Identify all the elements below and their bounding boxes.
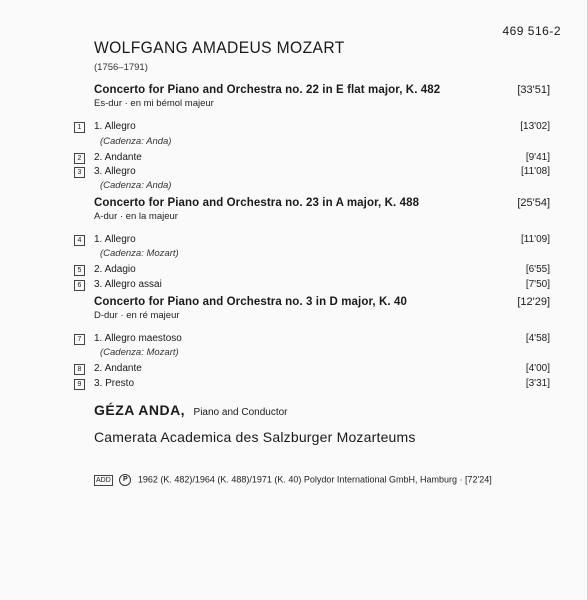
work-key-translation: A-dur · en la majeur [94,211,178,222]
track-duration: [4'58] [525,333,550,344]
track-title: 1. Allegro maestoso [94,333,182,344]
performer-role: Piano and Conductor [193,407,288,418]
track-duration: [9'41] [525,152,550,163]
work-1 [94,84,550,109]
track-cadenza: (Cadenza: Anda) [100,136,172,147]
track-cadenza: (Cadenza: Anda) [100,180,172,191]
catalog-number: 469 516-2 [502,24,561,38]
composer-dates: (1756–1791) [94,62,148,73]
add-code-badge: ADD [96,476,111,484]
track-number-box: 6 [74,280,85,291]
track-duration: [7'50] [525,279,550,290]
ensemble-name: Camerata Academica des Salzburger Mozarteums [94,429,416,445]
work-3 [94,296,550,321]
track-duration: [11'08] [521,166,550,177]
track-title: 1. Allegro [94,121,136,132]
track-duration: [11'09] [521,234,550,245]
track-title: 1. Allegro [94,234,136,245]
work-key-translation: D-dur · en ré majeur [94,310,180,321]
work-title: Concerto for Piano and Orchestra no. 22 in E flat major, K. 482 [94,84,441,96]
track-title: 3. Presto [94,378,135,389]
track-duration: [6'55] [525,264,550,275]
track-duration: [3'31] [525,378,550,389]
performer-name: GÉZA ANDA, [94,402,186,418]
track-title: 2. Andante [94,152,142,163]
phonogram-copyright-icon: P [119,474,131,486]
track-cadenza: (Cadenza: Mozart) [100,248,179,259]
work-title: Concerto for Piano and Orchestra no. 3 in D major, K. 40 [94,296,407,308]
work-duration: [12'29] [517,296,550,308]
track-title: 3. Allegro assai [94,279,162,290]
track-number-box: 7 [74,334,85,345]
track-number-box: 3 [74,167,85,178]
composer-name: WOLFGANG AMADEUS MOZART [94,38,345,57]
performer [94,402,288,420]
track-number-box: 2 [74,153,85,164]
work-2 [94,197,550,222]
track-number-box: 1 [74,122,85,133]
track-number-box: 4 [74,235,85,246]
work-duration: [25'54] [517,197,550,209]
track-cadenza: (Cadenza: Mozart) [100,347,179,358]
work-title: Concerto for Piano and Orchestra no. 23 in A major, K. 488 [94,197,420,209]
track-number-box: 9 [74,379,85,390]
track-duration: [13'02] [520,121,550,132]
track-number-box: 8 [74,364,85,375]
work-duration: [33'51] [517,84,550,96]
copyright-text: 1962 (K. 482)/1964 (K. 488)/1971 (K. 40) Polydor International GmbH, Hamburg · [72'24] [137,474,492,485]
track-number-box: 5 [74,265,85,276]
work-key-translation: Es-dur · en mi bémol majeur [94,98,214,109]
track-title: 3. Allegro [94,166,136,177]
track-duration: [4'00] [525,363,550,374]
track-title: 2. Adagio [94,264,136,275]
copyright-footer [94,474,492,486]
track-title: 2. Andante [94,363,142,374]
